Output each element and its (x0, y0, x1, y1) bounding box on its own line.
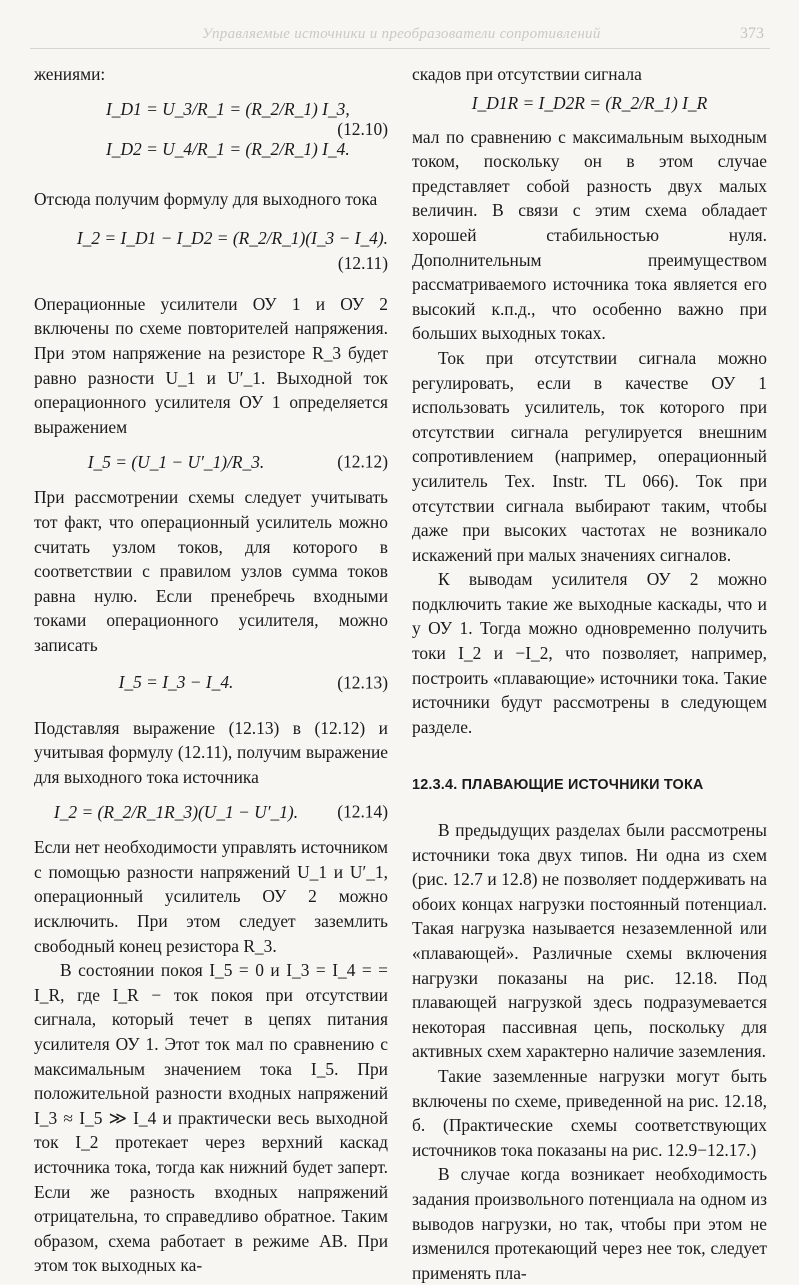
equation-line: I_D2 = U_4/R_1 = (R_2/R_1) I_4. (106, 138, 350, 159)
equation-12-10 (34, 93, 388, 179)
equation-line: I_D1 = U_3/R_1 = (R_2/R_1) I_3, (106, 98, 350, 119)
section-heading: 12.3.4. ПЛАВАЮЩИЕ ИСТОЧНИКИ ТОКА (412, 777, 704, 794)
equation-quiescent (412, 89, 767, 119)
equation-text: I_2 = I_D1 − I_D2 = (R_2/R_1)(I_3 − I_4). (76, 227, 388, 248)
equation-number: (12.12) (337, 452, 388, 473)
right-column (412, 62, 767, 1285)
paragraph: Если нет необходимости управлять источником с помощью разности напряжений U_1 и U′_1, операционный усилитель ОУ 2 можно исключить. При этом следует заземлить свободный конец резистора R_3. (34, 837, 388, 956)
equation-12-13 (34, 668, 388, 698)
equation-number: (12.13) (337, 672, 388, 693)
paragraph: В предыдущих разделах были рассмотрены источники тока двух типов. Ни одна из схем (рис. 12.7 и 12.8) не позволяет поддерживать на обоих концах нагрузки постоянный потенциал. Такая нагрузка называется незаземленной или «плавающей». Различные схемы включения нагрузки показаны на рис. 12.18. Под плавающей нагрузкой здесь подразумевается некоторая пассивная цепь, поскольку для активных схем характерно наличие заземления. (412, 820, 767, 1062)
header-rule (30, 48, 770, 49)
equation-number: (12.14) (337, 801, 388, 822)
equation-text: I_5 = (U_1 − U′_1)/R_3. (87, 452, 265, 473)
paragraph: мал по сравнению с максимальным выходным током, поскольку он в этом случае представляет собой разность двух малых величин. В связи с этим схема обладает хорошей стабильностью нуля. Дополнительным преимуществом рассматриваемого источника тока является его высокий к.п.д., что особенно важно при больших выходных токах. (412, 126, 767, 344)
paragraph: К выводам усилителя ОУ 2 можно подключить такие же выходные каскады, что и у ОУ 1. Тогда можно одновременно получить токи I_2 и −I_2, что позволяет, например, построить «плавающие» источники тока. Такие источники будут рассмотрены в следующем разделе. (412, 569, 767, 737)
paragraph: Отсюда получим формулу для выходного тока (34, 188, 378, 209)
equation-number: (12.10) (337, 118, 388, 139)
paragraph: жениями: (34, 64, 106, 84)
paragraph: В состоянии покоя I_5 = 0 и I_3 = I_4 = = I_R, где I_R − ток покоя при отсутствии сигнала, который течет в цепях питания усилителя ОУ 1. Этот ток мал по сравнению с максимальным значением тока I_5. При положительной разности входных напряжений I_3 ≈ I_5 ≫ I_4 и практически весь выходной ток I_2 протекает через верхний каскад источника тока, тогда как нижний будет заперт. Если же разность входных напряжений отрицательна, то справедливо обратное. Таким образом, схема работает в режиме АВ. При этом ток выходных ка- (34, 960, 388, 1276)
running-title: Управляемые источники и преобразователи сопротивлений (202, 26, 601, 42)
paragraph: Ток при отсутствии сигнала можно регулировать, если в качестве ОУ 1 использовать усилитель, ток которого при отсутствии сигнала регулируется внешним сопротивлением (например, операционный усилитель Tex. Instr. TL 066). Ток при отсутствии сигнала выбирают таким, чтобы даже при высоких частотах не возникало искажений при малых значениях сигналов. (412, 347, 767, 565)
paragraph: При рассмотрении схемы следует учитывать тот факт, что операционный усилитель можно считать узлом токов, для которого в соответствии с правилом узлов сумма токов равна нулю. Если пренебречь входными токами операционного усилителя, можно записать (34, 487, 388, 655)
paragraph: скадов при отсутствии сигнала (412, 64, 642, 84)
paragraph: Подставляя выражение (12.13) в (12.12) и учитывая формулу (12.11), получим выражение для выходного тока источника (34, 717, 388, 787)
page-header (30, 24, 770, 46)
page-number: 373 (740, 25, 764, 42)
paragraph: Операционные усилители ОУ 1 и ОУ 2 включены по схеме повторителей напряжения. При этом напряжение на резисторе R_3 будет равно разности U_1 и U′_1. Выходной ток операционного усилителя ОУ 1 определяется выражением (34, 293, 388, 437)
equation-text: I_2 = (R_2/R_1R_3)(U_1 − U′_1). (53, 801, 299, 822)
equation-12-11 (34, 223, 388, 253)
equation-number: (12.11) (337, 253, 388, 274)
paragraph: В случае когда возникает необходимость задания произвольного потенциала на одном из выводов нагрузки, но так, чтобы при этом не изменился протекающий через нее ток, следует применять пла- (412, 1164, 767, 1283)
left-column (34, 62, 388, 1278)
paragraph: Такие заземленные нагрузки могут быть включены по схеме, приведенной на рис. 12.18, б. (Практические схемы соответствующих источников тока показаны на рис. 12.9−12.17.) (412, 1065, 767, 1160)
equation-12-12 (34, 447, 388, 477)
equation-12-14 (34, 797, 388, 827)
equation-text: I_D1R = I_D2R = (R_2/R_1) I_R (471, 93, 708, 114)
equation-text: I_5 = I_3 − I_4. (118, 672, 234, 693)
